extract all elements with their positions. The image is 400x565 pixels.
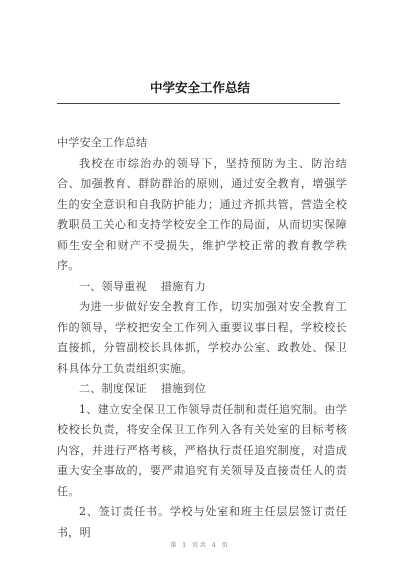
page-footer: 第 1 页共 4 页 [170, 542, 230, 549]
item-1-paragraph: 1、建立安全保卫工作领导责任制和责任追究制。由学校校长负责，将安全保卫工作列入各有关处室的目标考核内容，并进行严格考核，严格执行责任追究制度，对造成重大安全事故的，要严肃追究有关领导及直接责任人的责任。 [57, 402, 347, 498]
section-1-paragraph: 为进一步做好安全教育工作，切实加强对安全教育工作的领导，学校把安全工作列入重要议事日程，学校校长直接抓，分管副校长具体抓，学校办公室、政教处、保卫科具体分工负责组织实施。 [57, 300, 347, 375]
section-heading-1-part-b: 措施有力 [160, 279, 207, 293]
section-heading-1 [57, 277, 347, 298]
document-title: 中学安全工作总结 [149, 80, 250, 95]
item-2-paragraph: 2、签订责任书。学校与处室和班主任层层签订责任书，明 [57, 505, 347, 539]
body-subtitle: 中学安全工作总结 [57, 136, 148, 149]
document-body [57, 133, 347, 543]
intro-paragraph: 我校在市综治办的领导下，坚持预防为主、防治结合、加强教育、群防群治的原则，通过安全教育，增强学生的安全意识和自我防护能力；通过齐抓共管，营造全校教职员工关心和支持学校安全工作的局面，从而切实保障师生安全和财产不受损失，维护学校正常的教育教学秩序。 [57, 156, 347, 272]
section-heading-1-part-a: 一、领导重视 [79, 279, 147, 293]
title-divider [57, 103, 340, 104]
section-heading-2-part-a: 二、制度保证 [79, 382, 147, 395]
section-heading-2 [57, 379, 347, 400]
section-heading-2-part-b: 措施到位 [160, 382, 207, 395]
